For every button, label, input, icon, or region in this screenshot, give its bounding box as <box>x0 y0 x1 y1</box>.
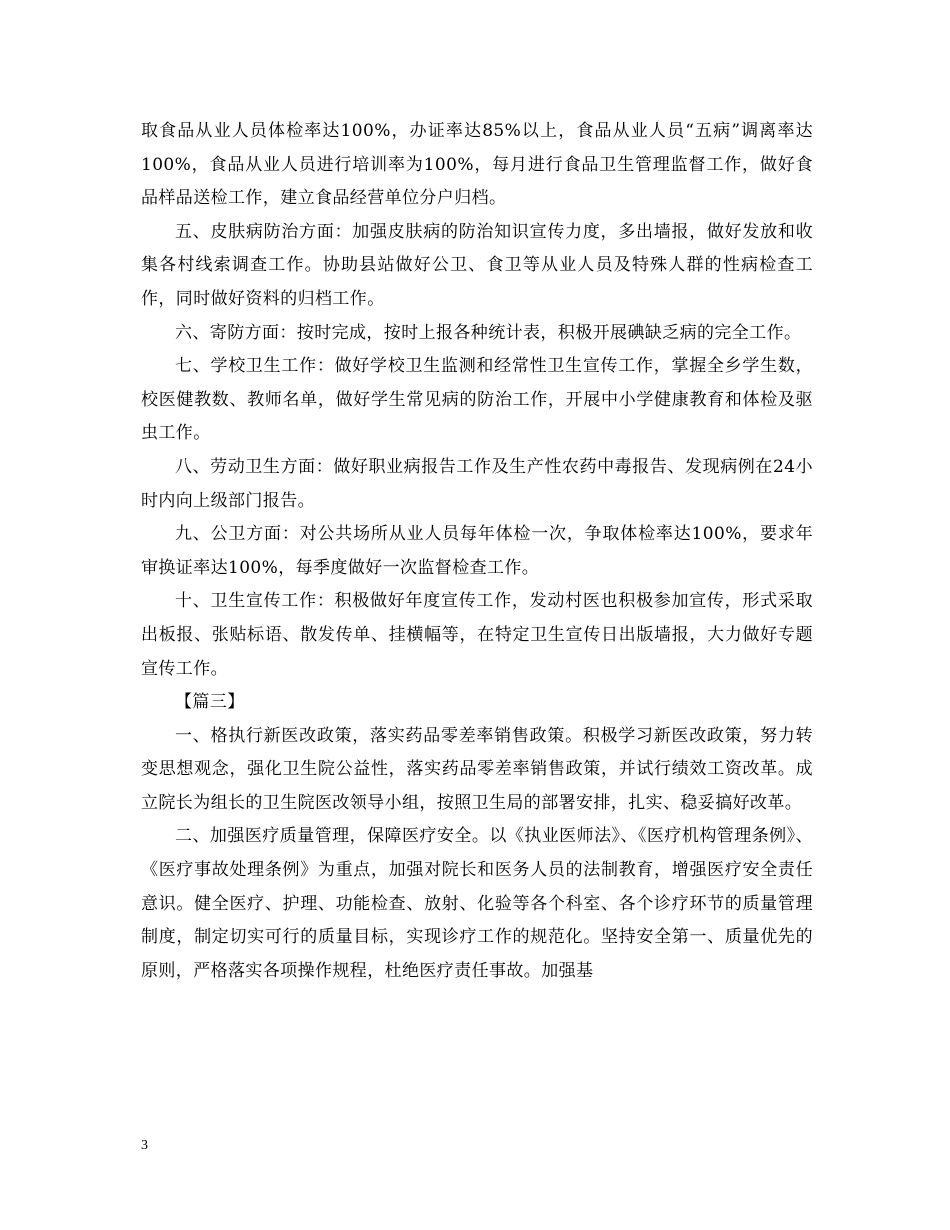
paragraph-school-hygiene: 七、学校卫生工作：做好学校卫生监测和经常性卫生宣传工作，掌握全乡学生数，校医健教数、教师名单，做好学生常见病的防治工作，开展中小学健康教育和体检及驱虫工作。 <box>141 356 813 444</box>
paragraph-labor-hygiene: 八、劳动卫生方面：做好职业病报告工作及生产性农药中毒报告、发现病例在24小时内向上级部门报告。 <box>141 456 813 511</box>
paragraph-public-hygiene: 九、公卫方面：对公共场所从业人员每年体检一次，争取体检率达100%，要求年审换证率达100%，每季度做好一次监督检查工作。 <box>141 524 813 578</box>
section-heading: 【篇三】 <box>175 692 245 713</box>
paragraph-food-hygiene-continued: 取食品从业人员体检率达100%，办证率达85%以上，食品从业人员“五病”调离率达100%，食品从业人员进行培训率为100%，每月进行食品卫生管理监督工作，做好食品样品送检工作，建立食品经营单位分户归档。 <box>141 121 813 209</box>
paragraph-medical-quality: 二、加强医疗质量管理，保障医疗安全。以《执业医师法》、《医疗机构管理条例》、《医疗事故处理条例》为重点，加强对院长和医务人员的法制教育，增强医疗安全责任意识。健全医疗、护理、功能检查、放射、化验等各个科室、各个诊疗环节的质量管理制度，制定切实可行的质量目标，实现诊疗工作的规范化。坚持安全第一、质量优先的原则，严格落实各项操作规程，杜绝医疗责任事故。加强基 <box>141 826 813 981</box>
paragraph-health-publicity: 十、卫生宣传工作：积极做好年度宣传工作，发动村医也积极参加宣传，形式采取出板报、张贴标语、散发传单、挂横幅等，在特定卫生宣传日出版墙报，大力做好专题宣传工作。 <box>141 591 813 679</box>
paragraph-skin-disease: 五、皮肤病防治方面：加强皮肤病的防治知识宣传力度，多出墙报，做好发放和收集各村线索调查工作。协助县站做好公卫、食卫等从业人员及特殊人群的性病检查工作，同时做好资料的归档工作。 <box>141 221 813 309</box>
document-body <box>141 115 813 988</box>
page-number: 3 <box>141 1138 148 1153</box>
paragraph-parasite-prevention: 六、寄防方面：按时完成，按时上报各种统计表，积极开展碘缺乏病的完全工作。 <box>175 322 802 343</box>
paragraph-medical-reform: 一、格执行新医改政策，落实药品零差率销售政策。积极学习新医改政策，努力转变思想观念，强化卫生院公益性，落实药品零差率销售政策，并试行绩效工资改革。成立院长为组长的卫生院医改领导小组，按照卫生局的部署安排，扎实、稳妥搞好改革。 <box>141 725 813 813</box>
